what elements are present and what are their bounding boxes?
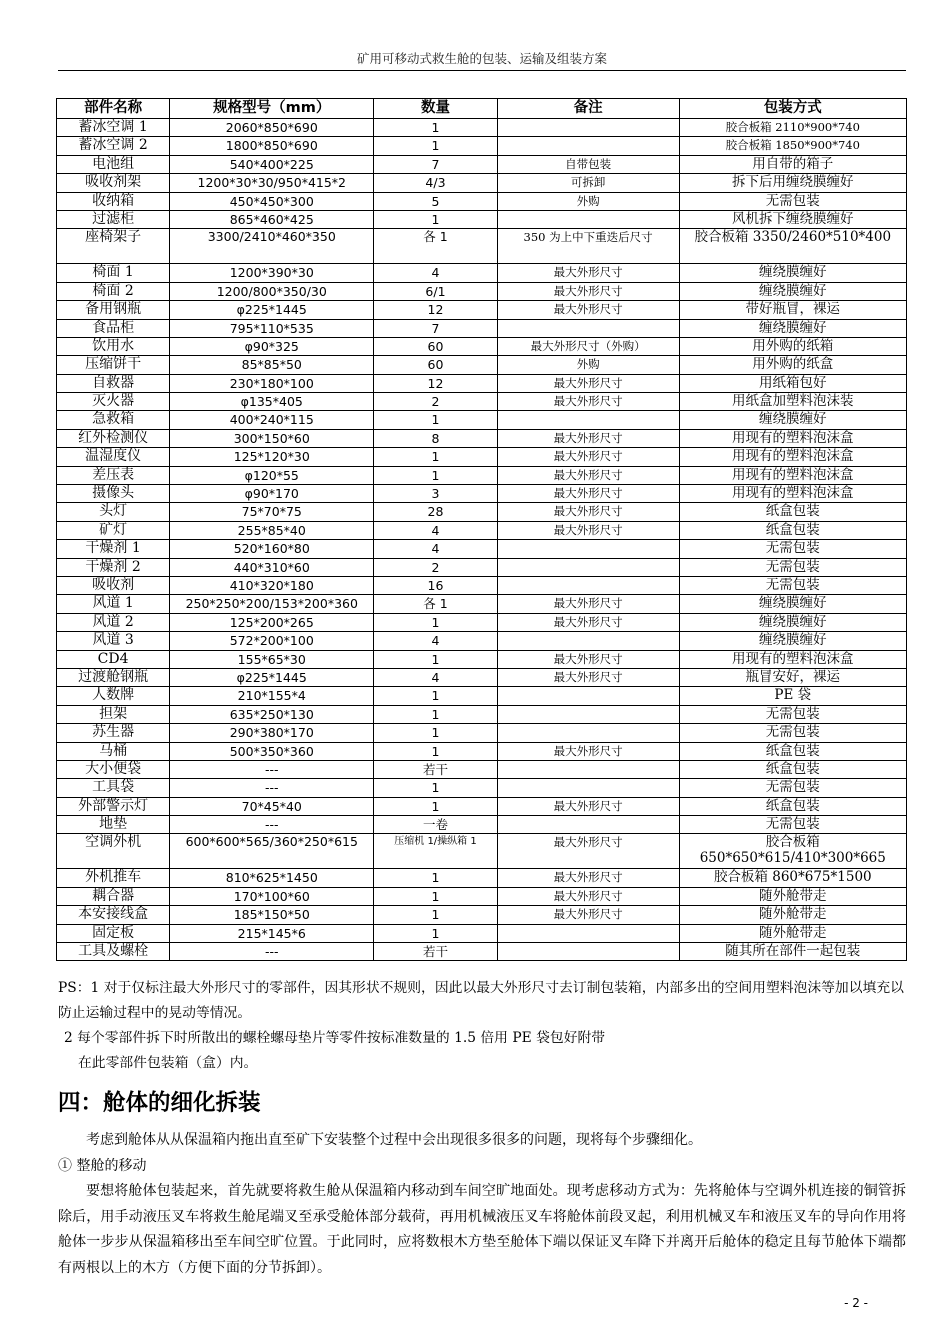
cell-name: 苏生器 [57, 724, 170, 742]
cell-qty: 1 [374, 613, 497, 631]
cell-pack: 无需包装 [679, 576, 906, 594]
cell-qty: 1 [374, 724, 497, 742]
cell-qty: 8 [374, 429, 497, 447]
cell-name: 红外检测仪 [57, 429, 170, 447]
cell-note: 最大外形尺寸 [497, 742, 679, 760]
cell-note [497, 705, 679, 723]
cell-pack: 用自带的箱子 [679, 155, 906, 173]
cell-pack: 用外购的纸盒 [679, 356, 906, 374]
cell-pack: 无需包装 [679, 779, 906, 797]
cell-qty: 4 [374, 540, 497, 558]
parts-table-body [57, 119, 907, 961]
cell-note: 外购 [497, 356, 679, 374]
cell-note: 外购 [497, 192, 679, 210]
cell-pack: 拆下后用缠绕膜缠好 [679, 174, 906, 192]
cell-spec: 250*250*200/153*200*360 [170, 595, 374, 613]
cell-qty: 压缩机 1/操纵箱 1 [374, 834, 497, 869]
cell-pack: 无需包装 [679, 192, 906, 210]
table-row [57, 411, 907, 429]
cell-qty: 1 [374, 210, 497, 228]
cell-note: 最大外形尺寸 [497, 797, 679, 815]
section-heading: 四：舱体的细化拆装 [58, 1090, 261, 1116]
cell-spec: 185*150*50 [170, 906, 374, 924]
page-header: 矿用可移动式救生舱的包装、运输及组装方案 [58, 48, 906, 71]
cell-note: 最大外形尺寸（外购） [497, 337, 679, 355]
table-row [57, 613, 907, 631]
cell-pack: 随其所在部件一起包装 [679, 943, 906, 961]
cell-name: 收纳箱 [57, 192, 170, 210]
cell-name: 灭火器 [57, 393, 170, 411]
cell-qty: 1 [374, 687, 497, 705]
cell-note [497, 760, 679, 778]
table-row [57, 869, 907, 887]
table-row [57, 319, 907, 337]
cell-note: 最大外形尺寸 [497, 264, 679, 282]
parts-table [56, 98, 907, 961]
cell-qty: 1 [374, 137, 497, 155]
section-body [58, 1128, 906, 1281]
cell-name: 大小便袋 [57, 760, 170, 778]
cell-note [497, 779, 679, 797]
cell-pack: 随外舱带走 [679, 924, 906, 942]
cell-name: 干燥剂 2 [57, 558, 170, 576]
cell-pack: 缠绕膜缠好 [679, 264, 906, 282]
cell-pack: 随外舱带走 [679, 887, 906, 905]
cell-note: 自带包装 [497, 155, 679, 173]
table-row [57, 466, 907, 484]
table-row [57, 301, 907, 319]
cell-name: 摄像头 [57, 485, 170, 503]
cell-spec: --- [170, 779, 374, 797]
table-row [57, 816, 907, 834]
cell-spec: 1200*390*30 [170, 264, 374, 282]
table-row [57, 650, 907, 668]
table-row [57, 687, 907, 705]
table-row [57, 760, 907, 778]
table-row [57, 229, 907, 264]
cell-name: 食品柜 [57, 319, 170, 337]
cell-note: 最大外形尺寸 [497, 466, 679, 484]
cell-spec: 290*380*170 [170, 724, 374, 742]
cell-note: 最大外形尺寸 [497, 595, 679, 613]
cell-spec: 865*460*425 [170, 210, 374, 228]
cell-spec: 500*350*360 [170, 742, 374, 760]
cell-note: 最大外形尺寸 [497, 887, 679, 905]
cell-spec: --- [170, 943, 374, 961]
cell-note [497, 943, 679, 961]
cell-name: 温湿度仪 [57, 448, 170, 466]
cell-pack: 胶合板箱 650*650*615/410*300*665 [679, 834, 906, 869]
cell-pack: 缠绕膜缠好 [679, 595, 906, 613]
cell-pack: 纸盒包装 [679, 797, 906, 815]
cell-note: 最大外形尺寸 [497, 393, 679, 411]
cell-pack: 随外舱带走 [679, 906, 906, 924]
cell-note [497, 724, 679, 742]
cell-spec: --- [170, 760, 374, 778]
cell-note [497, 411, 679, 429]
column-header-name: 部件名称 [57, 99, 170, 119]
cell-pack: 用外购的纸箱 [679, 337, 906, 355]
cell-qty: 1 [374, 742, 497, 760]
cell-name: 固定板 [57, 924, 170, 942]
cell-spec: 85*85*50 [170, 356, 374, 374]
cell-pack: 缠绕膜缠好 [679, 411, 906, 429]
cell-spec: 635*250*130 [170, 705, 374, 723]
cell-qty: 60 [374, 337, 497, 355]
cell-pack: 纸盒包装 [679, 521, 906, 539]
cell-note [497, 558, 679, 576]
cell-name: 外机推车 [57, 869, 170, 887]
cell-pack: 胶合板箱 860*675*1500 [679, 869, 906, 887]
table-row [57, 906, 907, 924]
cell-qty: 各 1 [374, 229, 497, 264]
table-header-row [57, 99, 907, 119]
table-row [57, 705, 907, 723]
cell-qty: 1 [374, 924, 497, 942]
cell-name: 椅面 1 [57, 264, 170, 282]
cell-name: 饮用水 [57, 337, 170, 355]
cell-name: 自救器 [57, 374, 170, 392]
cell-spec: 75*70*75 [170, 503, 374, 521]
table-row [57, 356, 907, 374]
cell-name: 急救箱 [57, 411, 170, 429]
cell-name: 本安接线盒 [57, 906, 170, 924]
cell-pack: 用现有的塑料泡沫盒 [679, 466, 906, 484]
cell-note: 最大外形尺寸 [497, 668, 679, 686]
table-row [57, 374, 907, 392]
table-row [57, 337, 907, 355]
cell-name: 吸收剂 [57, 576, 170, 594]
table-row [57, 834, 907, 869]
cell-pack: 无需包装 [679, 540, 906, 558]
ps-note-2: 2 每个零部件拆下时所散出的螺栓螺母垫片等零件按标准数量的 1.5 倍用 PE 袋包好附带 [64, 1030, 606, 1046]
cell-note: 最大外形尺寸 [497, 503, 679, 521]
cell-note: 最大外形尺寸 [497, 650, 679, 668]
cell-qty: 若干 [374, 943, 497, 961]
cell-qty: 1 [374, 797, 497, 815]
cell-name: 担架 [57, 705, 170, 723]
cell-pack: 胶合板箱 2110*900*740 [679, 119, 906, 137]
cell-name: 马桶 [57, 742, 170, 760]
cell-name: 蓄冰空调 2 [57, 137, 170, 155]
cell-spec: 540*400*225 [170, 155, 374, 173]
cell-note: 最大外形尺寸 [497, 521, 679, 539]
cell-name: 风道 1 [57, 595, 170, 613]
cell-name: 座椅架子 [57, 229, 170, 264]
cell-qty: 1 [374, 705, 497, 723]
cell-name: 差压表 [57, 466, 170, 484]
cell-spec: φ120*55 [170, 466, 374, 484]
cell-qty: 6/1 [374, 282, 497, 300]
cell-pack: 纸盒包装 [679, 760, 906, 778]
cell-note [497, 924, 679, 942]
table-row [57, 282, 907, 300]
cell-spec: φ225*1445 [170, 668, 374, 686]
table-row [57, 485, 907, 503]
table-row [57, 595, 907, 613]
cell-pack: 胶合板箱 3350/2460*510*400 [679, 229, 906, 264]
cell-qty: 7 [374, 319, 497, 337]
cell-pack: 用现有的塑料泡沫盒 [679, 429, 906, 447]
cell-pack: 纸盒包装 [679, 503, 906, 521]
cell-pack: 缠绕膜缠好 [679, 632, 906, 650]
cell-spec: 440*310*60 [170, 558, 374, 576]
cell-note: 最大外形尺寸 [497, 282, 679, 300]
cell-name: 外部警示灯 [57, 797, 170, 815]
cell-note: 最大外形尺寸 [497, 374, 679, 392]
cell-name: 压缩饼干 [57, 356, 170, 374]
cell-spec: 170*100*60 [170, 887, 374, 905]
cell-qty: 12 [374, 374, 497, 392]
cell-spec: 125*120*30 [170, 448, 374, 466]
cell-qty: 若干 [374, 760, 497, 778]
table-row [57, 724, 907, 742]
cell-pack: 胶合板箱 1850*900*740 [679, 137, 906, 155]
cell-note [497, 632, 679, 650]
cell-pack: 风机拆下缠绕膜缠好 [679, 210, 906, 228]
cell-spec: 230*180*100 [170, 374, 374, 392]
cell-spec: --- [170, 816, 374, 834]
ps-notes [58, 976, 906, 1076]
cell-qty: 4 [374, 264, 497, 282]
cell-qty: 1 [374, 906, 497, 924]
table-row [57, 119, 907, 137]
table-row [57, 668, 907, 686]
cell-name: 工具及螺栓 [57, 943, 170, 961]
cell-qty: 1 [374, 779, 497, 797]
table-row [57, 192, 907, 210]
cell-note [497, 119, 679, 137]
cell-pack: 无需包装 [679, 724, 906, 742]
table-row [57, 393, 907, 411]
cell-qty: 1 [374, 466, 497, 484]
cell-name: 空调外机 [57, 834, 170, 869]
cell-pack: 纸盒包装 [679, 742, 906, 760]
cell-pack: 缠绕膜缠好 [679, 319, 906, 337]
cell-spec: 210*155*4 [170, 687, 374, 705]
cell-name: 干燥剂 1 [57, 540, 170, 558]
table-row [57, 503, 907, 521]
cell-name: 过渡舱钢瓶 [57, 668, 170, 686]
cell-pack: 用现有的塑料泡沫盒 [679, 448, 906, 466]
cell-note [497, 210, 679, 228]
cell-note [497, 576, 679, 594]
cell-note: 最大外形尺寸 [497, 429, 679, 447]
cell-spec: φ225*1445 [170, 301, 374, 319]
column-header-note: 备注 [497, 99, 679, 119]
cell-name: 地垫 [57, 816, 170, 834]
table-row [57, 887, 907, 905]
table-row [57, 137, 907, 155]
cell-note: 最大外形尺寸 [497, 301, 679, 319]
cell-name: 耦合器 [57, 887, 170, 905]
cell-spec: 2060*850*690 [170, 119, 374, 137]
ps-note-3: 在此零部件包装箱（盒）内。 [78, 1055, 258, 1071]
ps-note-1: PS：1 对于仅标注最大外形尺寸的零部件，因其形状不规则，因此以最大外形尺寸去订制包装箱，内部多出的空间用塑料泡沫等加以填充以防止运输过程中的晃动等情况。 [58, 980, 904, 1021]
table-row [57, 742, 907, 760]
cell-spec: 255*85*40 [170, 521, 374, 539]
cell-spec: 810*625*1450 [170, 869, 374, 887]
cell-name: 吸收剂架 [57, 174, 170, 192]
cell-qty: 3 [374, 485, 497, 503]
cell-pack: 无需包装 [679, 558, 906, 576]
cell-note [497, 687, 679, 705]
cell-name: 风道 3 [57, 632, 170, 650]
cell-pack: 用纸盒加塑料泡沫装 [679, 393, 906, 411]
table-row [57, 264, 907, 282]
cell-pack: 用纸箱包好 [679, 374, 906, 392]
cell-qty: 4/3 [374, 174, 497, 192]
cell-name: 椅面 2 [57, 282, 170, 300]
table-row [57, 576, 907, 594]
table-row [57, 521, 907, 539]
cell-qty: 16 [374, 576, 497, 594]
cell-note: 最大外形尺寸 [497, 869, 679, 887]
cell-pack: 带好瓶冒，裸运 [679, 301, 906, 319]
cell-spec: φ135*405 [170, 393, 374, 411]
table-row [57, 632, 907, 650]
cell-spec: 1200/800*350/30 [170, 282, 374, 300]
column-header-pack: 包装方式 [679, 99, 906, 119]
cell-note: 最大外形尺寸 [497, 613, 679, 631]
table-row [57, 174, 907, 192]
cell-qty: 2 [374, 558, 497, 576]
cell-spec: 572*200*100 [170, 632, 374, 650]
cell-pack: 用现有的塑料泡沫盒 [679, 650, 906, 668]
cell-qty: 28 [374, 503, 497, 521]
cell-note: 最大外形尺寸 [497, 448, 679, 466]
cell-qty: 4 [374, 521, 497, 539]
cell-name: 电池组 [57, 155, 170, 173]
table-row [57, 779, 907, 797]
cell-qty: 60 [374, 356, 497, 374]
cell-name: 过滤柜 [57, 210, 170, 228]
cell-spec: φ90*170 [170, 485, 374, 503]
cell-pack: PE 袋 [679, 687, 906, 705]
cell-spec: 450*450*300 [170, 192, 374, 210]
cell-qty: 2 [374, 393, 497, 411]
cell-spec: 1200*30*30/950*415*2 [170, 174, 374, 192]
cell-note: 最大外形尺寸 [497, 485, 679, 503]
table-row [57, 797, 907, 815]
step-1-title: ① 整舱的移动 [58, 1157, 147, 1174]
cell-spec: 1800*850*690 [170, 137, 374, 155]
cell-pack: 无需包装 [679, 705, 906, 723]
cell-name: 风道 2 [57, 613, 170, 631]
cell-name: 工具袋 [57, 779, 170, 797]
table-row [57, 943, 907, 961]
cell-qty: 1 [374, 887, 497, 905]
cell-name: 人数牌 [57, 687, 170, 705]
cell-spec: 215*145*6 [170, 924, 374, 942]
column-header-spec: 规格型号（mm） [170, 99, 374, 119]
cell-note: 350 为上中下重迭后尺寸 [497, 229, 679, 264]
table-row [57, 155, 907, 173]
cell-note [497, 319, 679, 337]
cell-qty: 4 [374, 632, 497, 650]
cell-qty: 1 [374, 411, 497, 429]
cell-spec: 155*65*30 [170, 650, 374, 668]
cell-note [497, 137, 679, 155]
cell-qty: 5 [374, 192, 497, 210]
cell-qty: 4 [374, 668, 497, 686]
cell-spec: 300*150*60 [170, 429, 374, 447]
cell-qty: 1 [374, 119, 497, 137]
table-row [57, 924, 907, 942]
cell-spec: 125*200*265 [170, 613, 374, 631]
cell-pack: 瓶冒安好，裸运 [679, 668, 906, 686]
cell-name: 头灯 [57, 503, 170, 521]
cell-note: 可拆卸 [497, 174, 679, 192]
cell-note [497, 816, 679, 834]
cell-pack: 无需包装 [679, 816, 906, 834]
cell-spec: 400*240*115 [170, 411, 374, 429]
step-1-body: 要想将舱体包装起来，首先就要将救生舱从保温箱内移动到车间空旷地面处。现考虑移动方式为：先将舱体与空调外机连接的铜管拆除后，用手动液压叉车将救生舱尾端叉至承受舱体部分载荷，再用机械液压叉车将舱体前段叉起，利用机械叉车和液压叉车的导向作用将舱体一步步从保温箱移出至车间空旷位置。于此同时，应将数根木方垫至舱体下端以保证叉车降下并离开后舱体的稳定且每节舱体下端都有两根以上的木方（方便下面的分节拆卸）。 [58, 1183, 906, 1276]
cell-spec: 520*160*80 [170, 540, 374, 558]
cell-qty: 7 [374, 155, 497, 173]
cell-qty: 1 [374, 650, 497, 668]
cell-note: 最大外形尺寸 [497, 834, 679, 869]
cell-spec: 3300/2410*460*350 [170, 229, 374, 264]
cell-qty: 各 1 [374, 595, 497, 613]
table-row [57, 210, 907, 228]
table-row [57, 448, 907, 466]
cell-note: 最大外形尺寸 [497, 906, 679, 924]
section-intro: 考虑到舱体从从保温箱内拖出直至矿下安装整个过程中会出现很多很多的问题，现将每个步骤细化。 [86, 1132, 702, 1148]
cell-pack: 用现有的塑料泡沫盒 [679, 485, 906, 503]
cell-spec: 70*45*40 [170, 797, 374, 815]
table-row [57, 558, 907, 576]
cell-name: CD4 [57, 650, 170, 668]
cell-spec: 410*320*180 [170, 576, 374, 594]
cell-spec: 795*110*535 [170, 319, 374, 337]
cell-spec: φ90*325 [170, 337, 374, 355]
cell-name: 矿灯 [57, 521, 170, 539]
cell-pack: 缠绕膜缠好 [679, 282, 906, 300]
cell-name: 蓄冰空调 1 [57, 119, 170, 137]
cell-spec: 600*600*565/360*250*615 [170, 834, 374, 869]
column-header-qty: 数量 [374, 99, 497, 119]
cell-pack: 缠绕膜缠好 [679, 613, 906, 631]
cell-qty: 一卷 [374, 816, 497, 834]
table-row [57, 540, 907, 558]
cell-note [497, 540, 679, 558]
cell-name: 备用钢瓶 [57, 301, 170, 319]
page-number: - 2 - [844, 1296, 868, 1310]
cell-qty: 1 [374, 448, 497, 466]
cell-qty: 1 [374, 869, 497, 887]
table-row [57, 429, 907, 447]
cell-qty: 12 [374, 301, 497, 319]
